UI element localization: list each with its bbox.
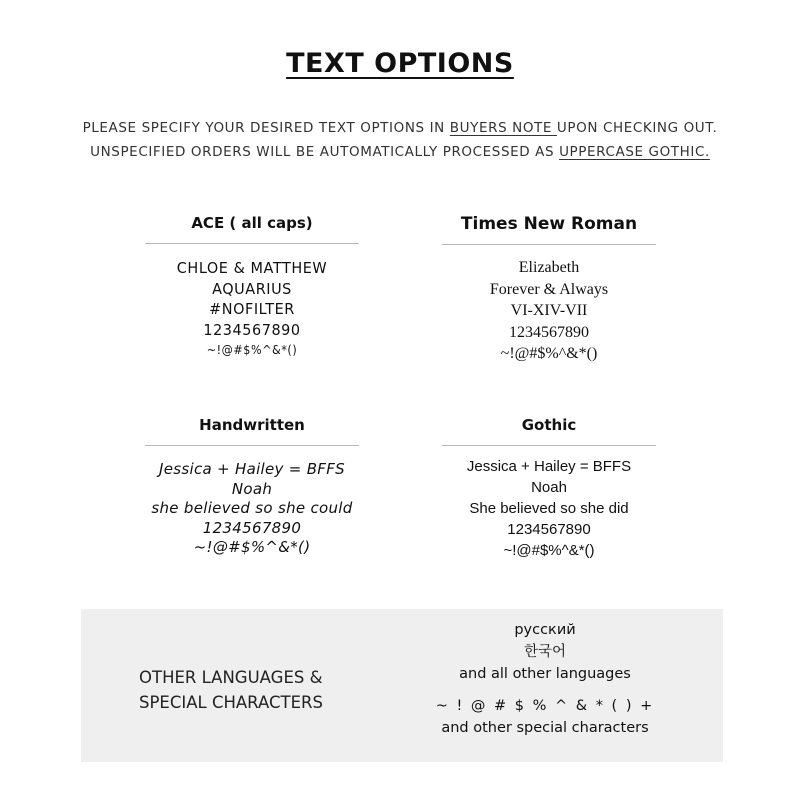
korean-sample: 한국어 <box>523 644 567 660</box>
font-heading: ACE ( all caps) <box>191 214 313 232</box>
sample-line: Jessica + Hailey = BFFS <box>466 458 632 475</box>
sample-line: Noah <box>531 479 567 496</box>
sample-line: She believed so she did <box>469 500 629 517</box>
sample-line: 1234567890 <box>203 320 301 339</box>
buyers-note-link: BUYERS NOTE <box>449 120 557 136</box>
sample-line: CHLOE & MATTHEW <box>176 259 328 277</box>
other-languages-panel <box>81 609 723 762</box>
font-samples <box>152 258 351 361</box>
divider <box>145 243 359 244</box>
sample-line: Forever & Always <box>489 280 609 298</box>
all-languages-note: and all other languages <box>459 666 631 682</box>
font-option-gothic <box>442 414 656 561</box>
sample-line: AQUARIUS <box>212 279 292 298</box>
other-languages-examples <box>420 620 670 739</box>
russian-sample: русский <box>514 622 576 638</box>
special-characters-sample: ~ ! @ # $ % ^ & * ( ) + <box>435 698 655 714</box>
sample-line: VI-XIV-VII <box>510 302 588 319</box>
divider <box>145 445 359 446</box>
label-line: SPECIAL CHARACTERS <box>139 693 323 712</box>
sample-line: ~!@#$%^&*() <box>503 542 595 559</box>
sample-line: Elizabeth <box>518 259 580 276</box>
instructions-line-2 <box>0 140 800 164</box>
font-samples <box>145 460 359 558</box>
sample-line: ~!@#$%^&*() <box>193 538 311 556</box>
instructions <box>0 116 800 164</box>
instructions-text: UNSPECIFIED ORDERS WILL BE AUTOMATICALLY PROCESSED AS <box>90 144 560 160</box>
sample-line: 1234567890 <box>202 518 302 537</box>
page-title <box>0 48 800 79</box>
font-option-ace <box>145 212 359 361</box>
font-heading: Times New Roman <box>460 214 638 234</box>
label-line: OTHER LANGUAGES & <box>139 668 323 687</box>
divider <box>442 244 656 245</box>
instructions-text: PLEASE SPECIFY YOUR DESIRED TEXT OPTIONS IN <box>82 120 450 136</box>
sample-line: ~!@#$%^&*() <box>500 345 598 362</box>
page-title-text: TEXT OPTIONS <box>286 48 514 79</box>
special-characters-note: and other special characters <box>441 720 649 736</box>
other-languages-label <box>139 665 323 715</box>
sample-line: 1234567890 <box>507 521 591 538</box>
divider <box>442 445 656 446</box>
sample-line: #NOFILTER <box>209 300 295 318</box>
instructions-text: UPON CHECKING OUT. <box>556 120 718 136</box>
sample-line: Noah <box>231 479 273 498</box>
font-option-times <box>442 213 656 365</box>
sample-line: she believed so she could <box>151 499 353 517</box>
sample-line: ~!@#$%^&*() <box>206 343 298 357</box>
sample-line: Jessica + Hailey = BFFS <box>159 460 345 478</box>
font-heading: Gothic <box>521 416 577 434</box>
font-option-handwritten <box>145 414 359 558</box>
uppercase-gothic-link: UPPERCASE GOTHIC. <box>559 144 710 160</box>
instructions-line-1 <box>0 116 800 140</box>
sample-line: 1234567890 <box>509 323 589 341</box>
font-samples <box>442 257 656 365</box>
font-heading: Handwritten <box>199 416 305 434</box>
font-samples <box>442 456 656 561</box>
